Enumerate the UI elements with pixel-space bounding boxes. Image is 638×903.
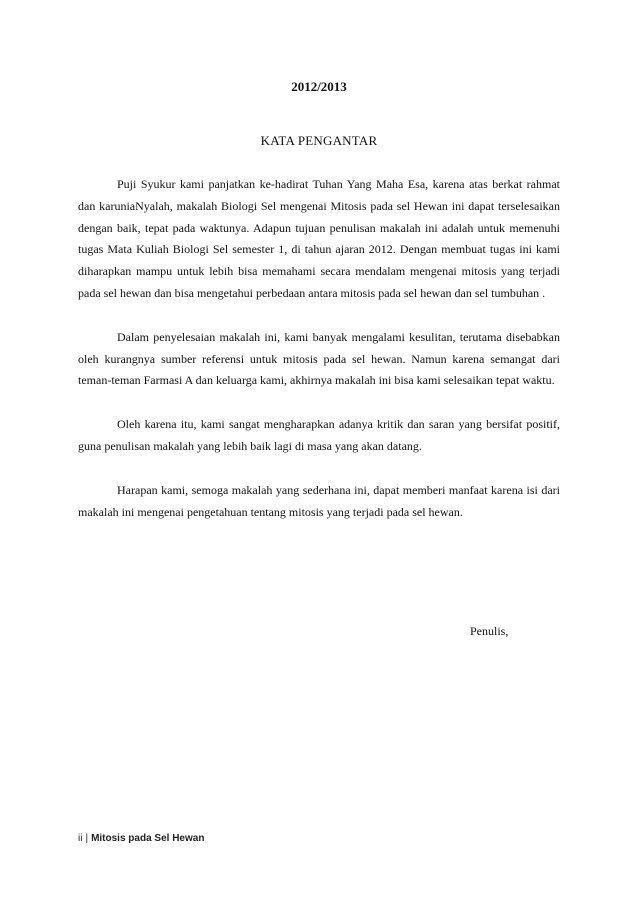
preface-body [78,174,560,545]
author-signoff: Penulis, [470,624,509,638]
paragraph-2: Dalam penyelesaian makalah ini, kami banyak mengalami kesulitan, terutama disebabkan oleh kurangnya sumber referensi untuk mitosis pada sel hewan. Namun karena semangat dari teman-teman Farmasi A dan keluarga kami, akhirnya makalah ini bisa kami selesaikan tepat waktu. [78,329,560,388]
paragraph-4: Harapan kami, semoga makalah yang sederhana ini, dapat memberi manfaat karena isi dari makalah ini mengenai pengetahuan tentang mitosis yang terjadi pada sel hewan. [78,482,560,519]
paragraph-1: Puji Syukur kami panjatkan ke-hadirat Tuhan Yang Maha Esa, karena atas berkat rahmat dan karuniaNyalah, makalah Biologi Sel mengenai Mitosis pada sel Hewan ini dapat terselesaikan dengan baik, tepat pada waktunya. Adapun tujuan penulisan makalah ini adalah untuk memenuhi tugas Mata Kuliah Biologi Sel semester 1, di tahun ajaran 2012. Dengan membuat tugas ini kami diharapkan mampu untuk lebih bisa memahami secara mendalam mengenai mitosis yang terjadi pada sel hewan dan bisa mengetahui perbedaan antara mitosis pada sel hewan dan sel tumbuhan . [78,177,560,300]
footer-document-title: Mitosis pada Sel Hewan [91,833,205,844]
footer-separator: | [85,833,89,844]
page-title: KATA PENGANTAR [260,133,378,148]
page-footer [78,833,204,844]
page-number: ii [78,833,83,844]
paragraph-3: Oleh karena itu, kami sangat mengharapkan adanya kritik dan saran yang bersifat positif, guna penulisan makalah yang lebih baik lagi di masa yang akan datang. [78,417,560,453]
academic-year: 2012/2013 [291,79,347,94]
